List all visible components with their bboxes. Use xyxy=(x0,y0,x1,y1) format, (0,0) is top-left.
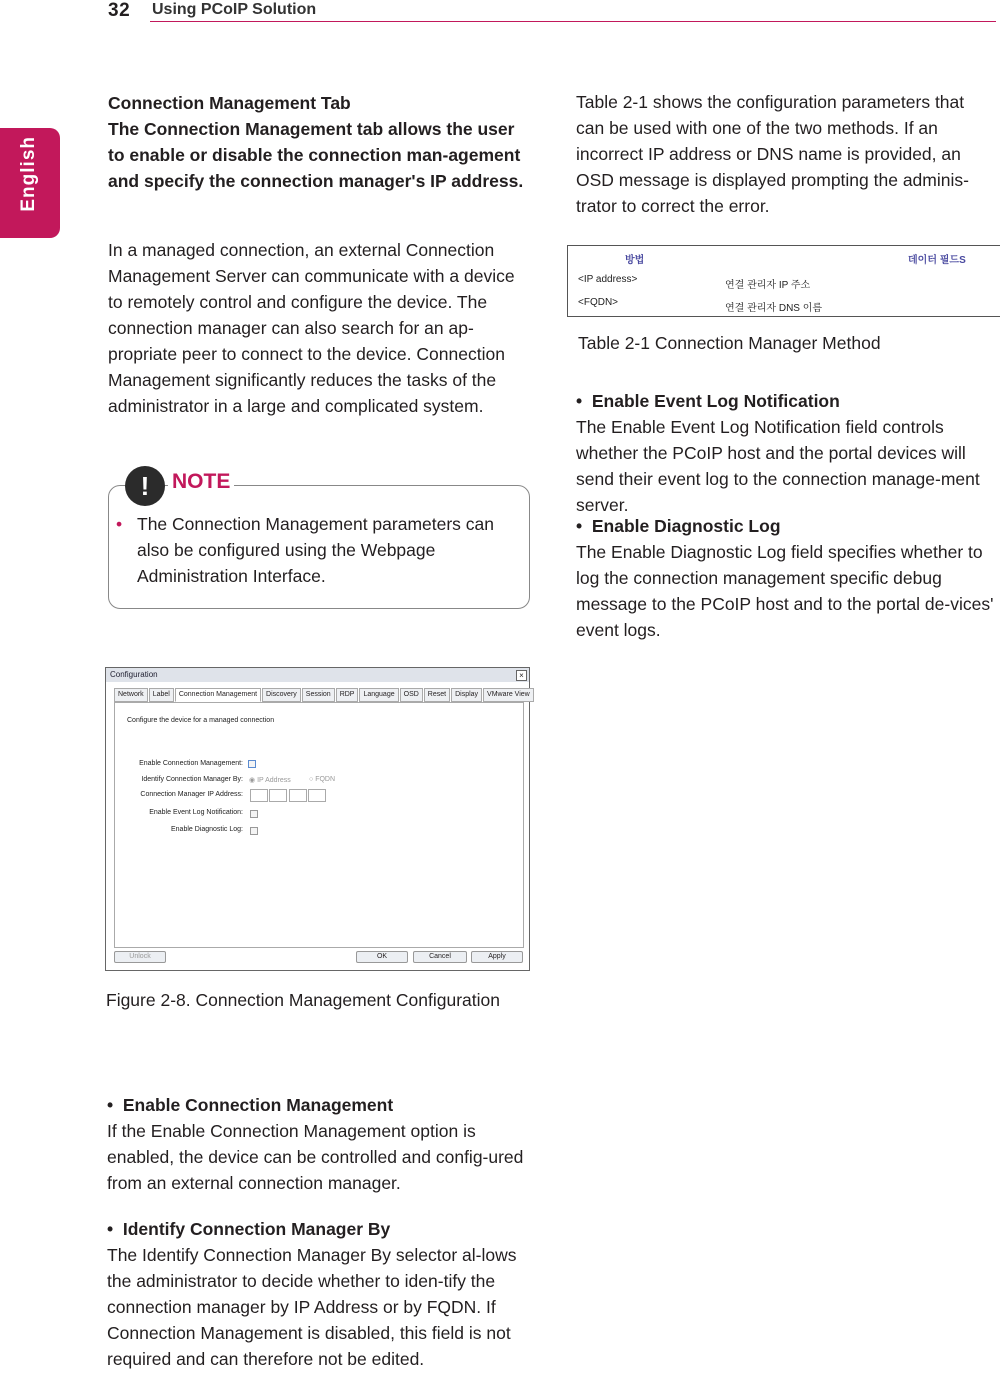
tab-vmware-view[interactable]: VMware View xyxy=(483,688,534,702)
list-item xyxy=(107,1092,527,1196)
enable-cm-label: Enable Connection Management: xyxy=(139,760,243,767)
apply-button[interactable]: Apply xyxy=(471,951,523,963)
ip-address-label: Connection Manager IP Address: xyxy=(140,791,243,798)
tab-network[interactable]: Network xyxy=(114,688,148,702)
dialog-panel xyxy=(114,702,524,948)
list-item-title: Enable Connection Management xyxy=(122,1095,394,1115)
note-bullet: • xyxy=(116,514,123,534)
ok-button[interactable]: OK xyxy=(356,951,408,963)
identify-by-label: Identify Connection Manager By: xyxy=(141,776,243,783)
list-item-text: The Identify Connection Manager By selector al-lows the administrator to decide whether to iden-tify the connection manager by IP Address or by FQDN. If Connection Management is disabled, this field is not required and can therefore not be edited. xyxy=(107,1245,517,1369)
tab-osd[interactable]: OSD xyxy=(400,688,423,702)
note-label: NOTE xyxy=(168,470,234,494)
table-header-data-field: 데이터 필드S xyxy=(908,255,966,266)
list-item-text: The Enable Event Log Notification field controls whether the PCoIP host and the portal devices will send their event log to the connection manage-ment server. xyxy=(576,417,980,515)
list-bullet: • xyxy=(107,1219,114,1239)
diag-log-label: Enable Diagnostic Log: xyxy=(171,826,243,833)
table-cell: 연결 관리자 DNS 이름 xyxy=(725,303,823,314)
list-bullet: • xyxy=(576,391,583,411)
list-item-title: Identify Connection Manager By xyxy=(122,1219,391,1239)
enable-cm-checkbox[interactable] xyxy=(248,760,256,768)
ip-octet-3-input[interactable] xyxy=(289,789,307,802)
ip-octet-1-input[interactable] xyxy=(250,789,268,802)
ip-octet-2-input[interactable] xyxy=(269,789,287,802)
cancel-button[interactable]: Cancel xyxy=(413,951,467,963)
section-title: Connection Management Tab xyxy=(108,93,351,113)
tab-connection-management[interactable]: Connection Management xyxy=(175,688,261,702)
section-heading-block xyxy=(108,90,533,194)
event-log-label: Enable Event Log Notification: xyxy=(149,809,243,816)
list-item-title: Enable Event Log Notification xyxy=(591,391,840,411)
tab-discovery[interactable]: Discovery xyxy=(262,688,301,702)
dialog-tabs xyxy=(114,688,535,701)
radio-ip-address[interactable]: ◉ IP Address xyxy=(249,777,291,784)
table-header-method: 방법 xyxy=(625,255,645,266)
tab-label[interactable]: Label xyxy=(149,688,174,702)
configuration-dialog-screenshot xyxy=(105,667,530,971)
close-icon[interactable]: × xyxy=(516,670,527,681)
section-intro: The Connection Management tab allows the user to enable or disable the connection man-agement and specify the connection manager's IP address. xyxy=(108,119,524,191)
list-bullet: • xyxy=(576,516,583,536)
radio-fqdn[interactable]: ○ FQDN xyxy=(309,776,336,783)
list-item-text: If the Enable Connection Management option is enabled, the device can be controlled and config-ured from an external connection manager. xyxy=(107,1121,524,1193)
list-bullet: • xyxy=(107,1095,114,1115)
connection-manager-method-table xyxy=(567,245,1000,317)
running-header-title: Using PCoIP Solution xyxy=(152,1,317,18)
list-item xyxy=(576,513,996,643)
dialog-title: Configuration xyxy=(110,670,158,679)
tab-reset[interactable]: Reset xyxy=(424,688,450,702)
diag-log-checkbox[interactable] xyxy=(250,827,258,835)
tab-language[interactable]: Language xyxy=(359,688,398,702)
tab-display[interactable]: Display xyxy=(451,688,482,702)
table-cell: 연결 관리자 IP 주소 xyxy=(725,280,811,291)
list-item xyxy=(107,1216,517,1372)
language-side-tab xyxy=(0,128,60,238)
event-log-checkbox[interactable] xyxy=(250,810,258,818)
note-text: The Connection Management parameters can also be configured using the Webpage Administration Interface. xyxy=(137,514,495,586)
intro-paragraph: In a managed connection, an external Connection Management Server can communicate with a device to remotely control and configure the device. The connection manager can also search for an ap-propriate peer to connect to the device. Connection Management significantly reduces the tasks of the administrator in a large and complicated system. xyxy=(108,240,515,416)
ip-octet-4-input[interactable] xyxy=(308,789,326,802)
list-item-title: Enable Diagnostic Log xyxy=(591,516,781,536)
list-item-text: The Enable Diagnostic Log field specifies whether to log the connection management specific debug message to the PCoIP host and to the portal de-vices' event logs. xyxy=(576,542,994,640)
note-item xyxy=(116,511,511,589)
figure-caption: Figure 2-8. Connection Management Configuration xyxy=(106,990,500,1010)
table-cell: <FQDN> xyxy=(578,297,619,308)
tab-rdp[interactable]: RDP xyxy=(336,688,359,702)
unlock-button[interactable]: Unlock xyxy=(114,951,166,963)
dialog-titlebar xyxy=(106,668,529,682)
right-intro-paragraph: Table 2-1 shows the configuration parameters that can be used with one of the two methods. If an incorrect IP address or DNS name is provided, an OSD message is displayed prompting the adminis-trator to correct the error. xyxy=(576,92,969,216)
exclamation-icon: ! xyxy=(125,466,165,506)
table-cell: <IP address> xyxy=(578,274,638,285)
header-rule xyxy=(150,21,996,22)
page-number: 32 xyxy=(108,0,131,21)
table-caption: Table 2-1 Connection Manager Method xyxy=(578,333,881,353)
list-item xyxy=(576,388,996,518)
tab-session[interactable]: Session xyxy=(302,688,335,702)
panel-heading: Configure the device for a managed connection xyxy=(127,717,275,724)
language-label: English xyxy=(18,136,39,212)
